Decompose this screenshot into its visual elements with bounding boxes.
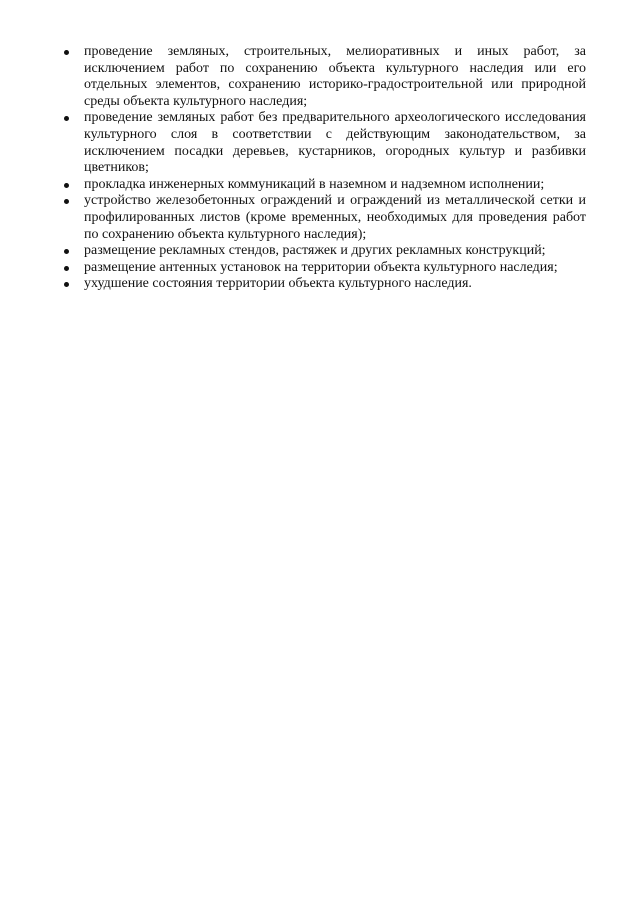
restrictions-list [60,44,586,293]
list-item [60,110,586,176]
list-item-text: размещение рекламных стендов, растяжек и других рекламных конструкций; [84,243,546,259]
list-item-text: устройство железобетонных ограждений и ограждений из металлической сетки и профилированных листов (кроме временных, необходимых для проведения работ по сохранению объекта культурного наследия); [84,193,586,242]
bullet-icon [62,44,72,61]
list-item [60,44,586,110]
list-item-text: ухудшение состояния территории объекта культурного наследия. [84,276,472,292]
list-item [60,243,586,260]
list-item [60,193,586,243]
list-item [60,177,586,194]
list-item-text: проведение земляных, строительных, мелиоративных и иных работ, за исключением работ по сохранению объекта культурного наследия или его отдельных элементов, сохранению историко-градостроительной или природной среды объекта культурного наследия; [84,44,586,109]
list-item-text: размещение антенных установок на территории объекта культурного наследия; [84,259,558,275]
bullet-icon [62,260,72,277]
bullet-icon [62,193,72,210]
list-item [60,276,586,293]
list-item [60,260,586,277]
bullet-icon [62,243,72,260]
bullet-icon [62,276,72,293]
bullet-icon [62,110,72,127]
list-item-text: прокладка инженерных коммуникаций в наземном и надземном исполнении; [84,176,545,192]
bullet-icon [62,177,72,194]
list-item-text: проведение земляных работ без предварительного археологического исследования культурного слоя в соответствии с действующим законодательством, за исключением посадки деревьев, кустарников, огородных культур и разбивки цветников; [84,110,586,176]
